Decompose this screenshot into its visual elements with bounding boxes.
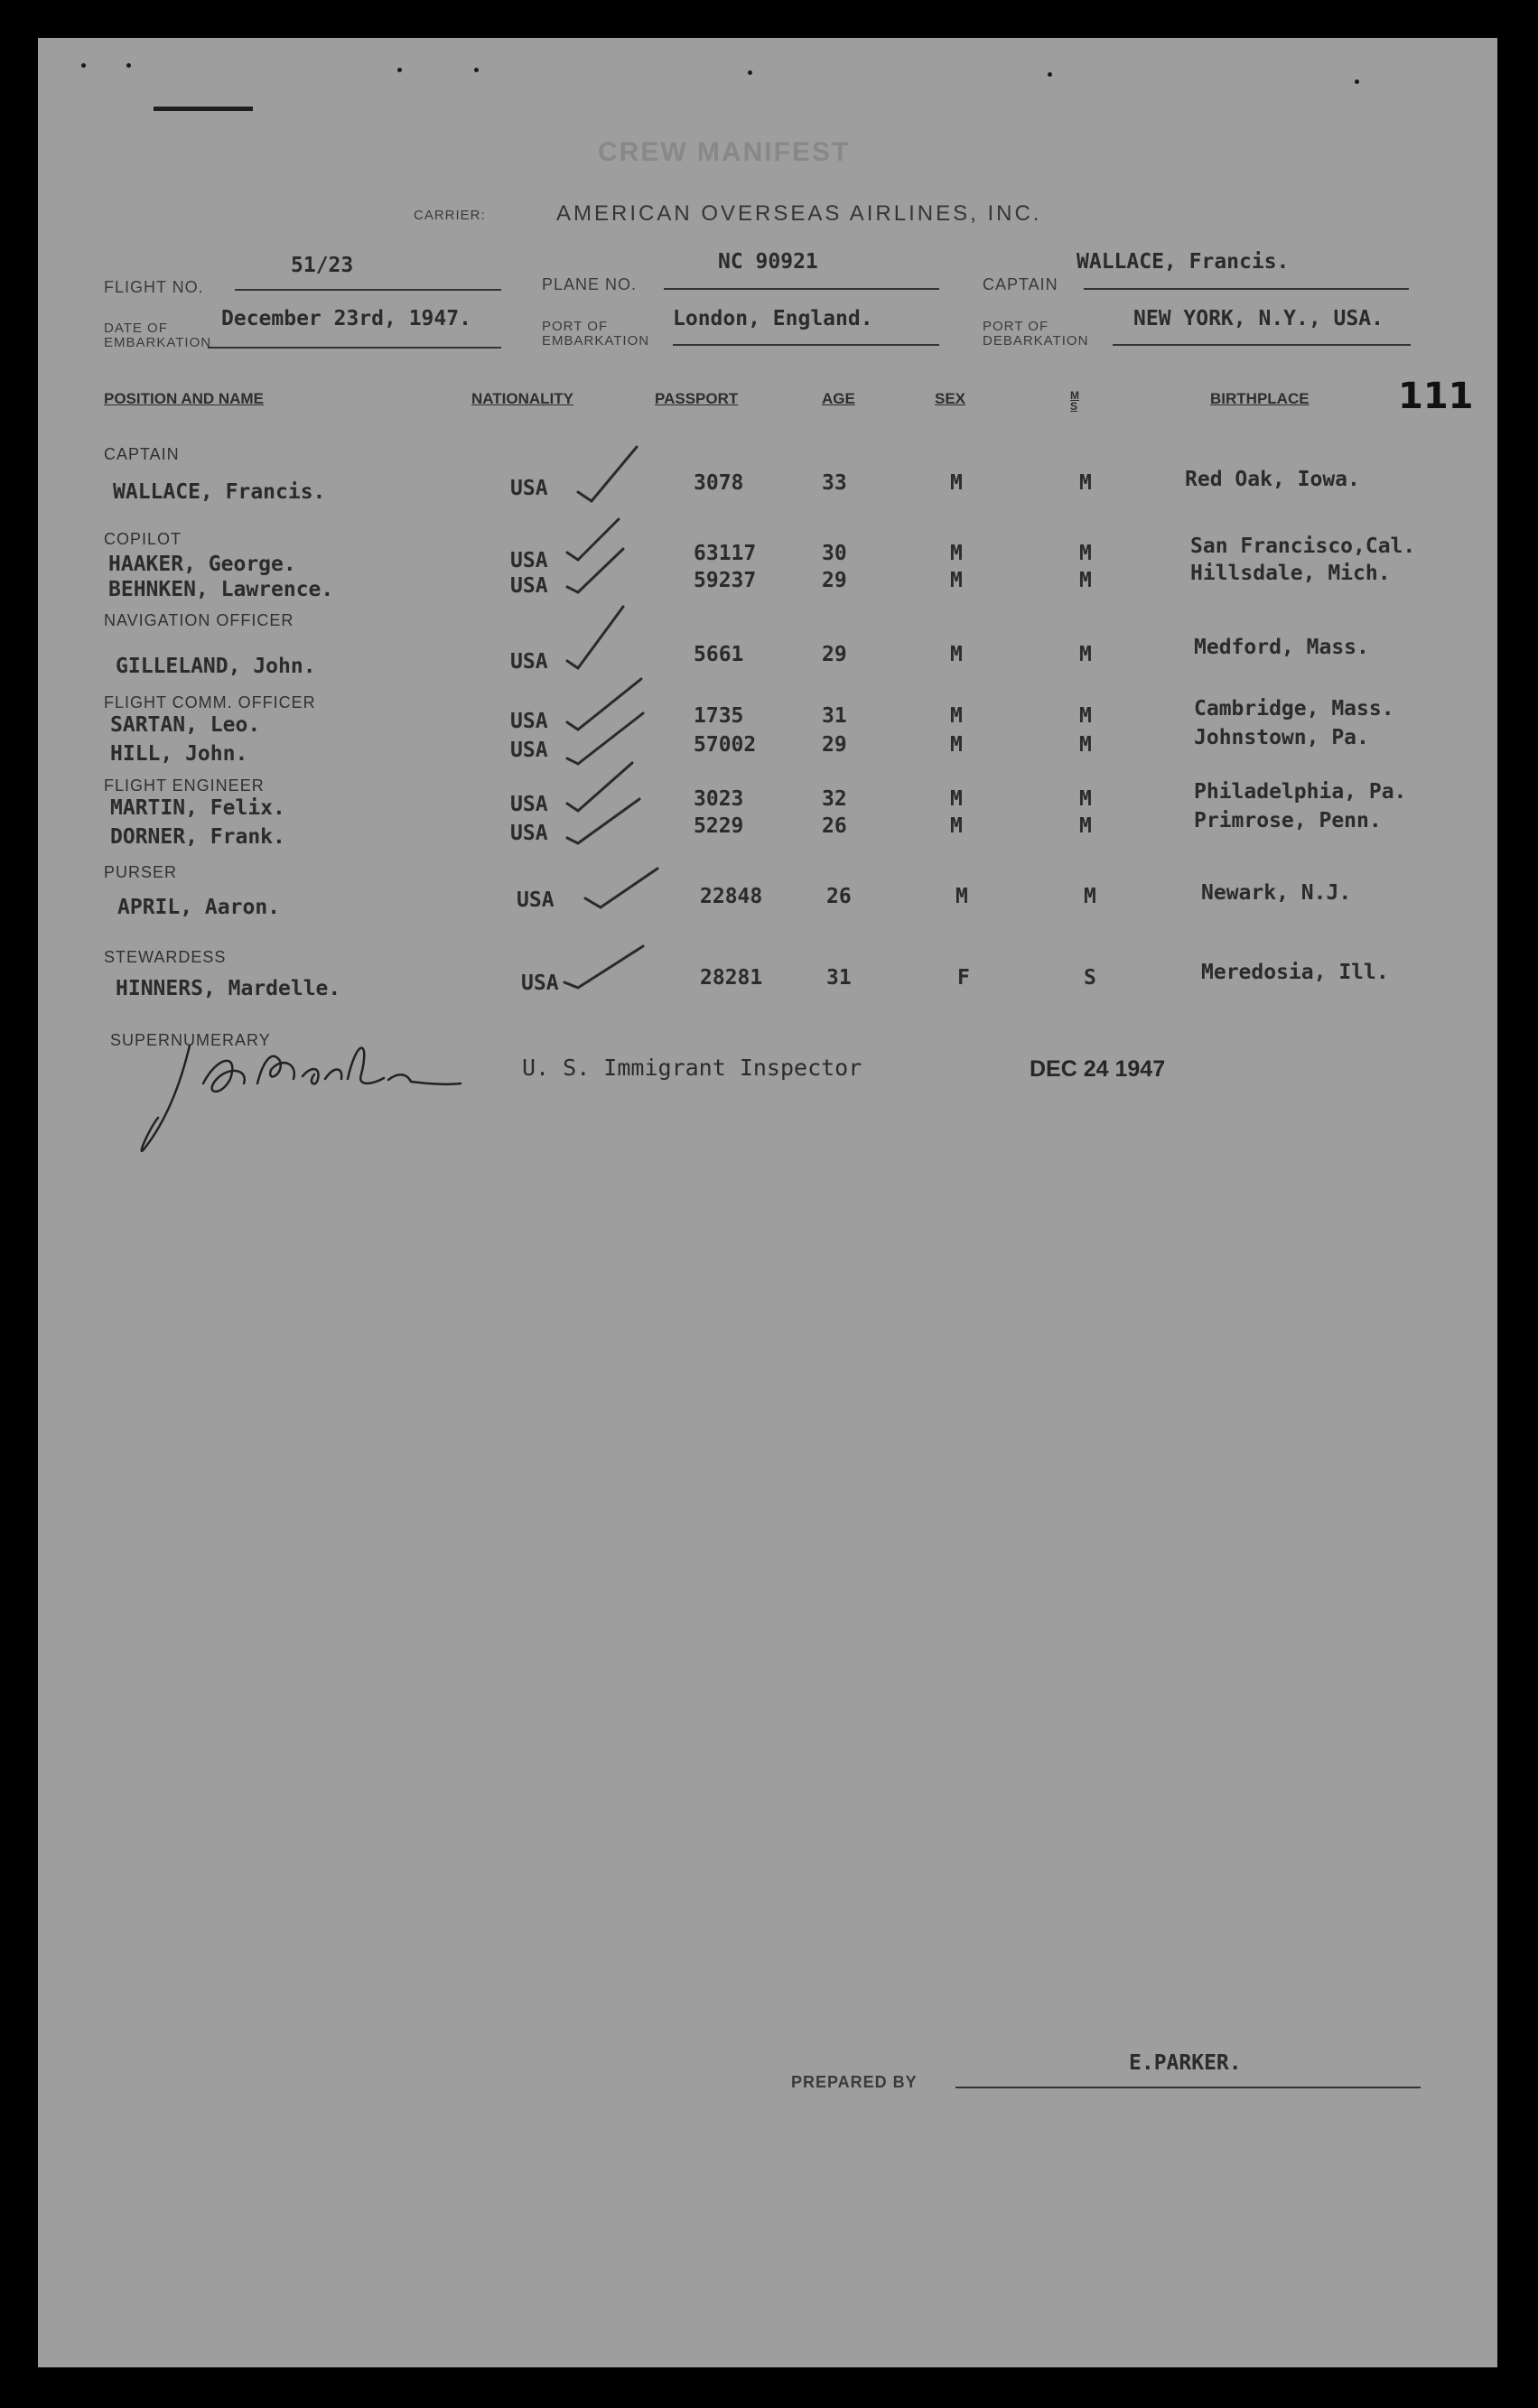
plane-no-label: PLANE NO. (542, 275, 638, 293)
crew-name: APRIL, Aaron. (117, 896, 281, 919)
port-embarkation-label: PORT OF EMBARKATION (542, 319, 650, 349)
carrier-label: CARRIER: (414, 208, 486, 223)
crew-name: GILLELAND, John. (116, 655, 316, 678)
check-mark-icon (567, 799, 639, 843)
check-mark-icon (578, 447, 637, 501)
section-stewardess: STEWARDESS (104, 948, 227, 966)
crew-sex: M (950, 569, 963, 592)
crew-birthplace: Johnstown, Pa. (1194, 726, 1369, 749)
crew-nationality: USA (510, 793, 548, 816)
crew-sex: M (950, 814, 963, 838)
captain-value: WALLACE, Francis. (1077, 250, 1290, 274)
inspector-title: U. S. Immigrant Inspector (522, 1055, 862, 1081)
crew-sex: F (957, 966, 970, 990)
crew-birthplace: San Francisco,Cal. (1190, 535, 1416, 558)
crew-age: 32 (822, 787, 847, 811)
check-mark-icon (567, 607, 623, 668)
inspection-date-stamp: DEC 24 1947 (1030, 1056, 1166, 1082)
captain-label: CAPTAIN (983, 275, 1058, 293)
flight-no-value: 51/23 (291, 254, 354, 277)
crew-birthplace: Hillsdale, Mich. (1190, 562, 1391, 585)
crew-passport: 22848 (700, 885, 763, 908)
crew-marital: M (1079, 814, 1092, 838)
crew-sex: M (950, 704, 963, 728)
crew-nationality: USA (510, 710, 548, 733)
crew-name: HAAKER, George. (108, 553, 296, 576)
crew-sex: M (950, 542, 963, 565)
section-copilot: COPILOT (104, 530, 182, 548)
crew-age: 30 (822, 542, 847, 565)
crew-birthplace: Cambridge, Mass. (1194, 697, 1394, 721)
crew-marital: M (1079, 542, 1092, 565)
crew-passport: 3078 (694, 471, 744, 495)
crew-age: 31 (822, 704, 847, 728)
check-mark-icon (564, 946, 643, 988)
crew-age: 29 (822, 733, 847, 757)
crew-name: WALLACE, Francis. (113, 480, 326, 504)
col-sex: SEX (935, 390, 966, 407)
crew-birthplace: Meredosia, Ill. (1201, 961, 1389, 984)
crew-birthplace: Medford, Mass. (1194, 636, 1369, 659)
col-nationality: NATIONALITY (471, 390, 574, 407)
crew-name: MARTIN, Felix. (110, 796, 285, 820)
crew-sex: M (950, 733, 963, 757)
col-passport: PASSPORT (655, 390, 739, 407)
crew-sex: M (950, 643, 963, 666)
crew-name: BEHNKEN, Lawrence. (108, 578, 334, 601)
crew-nationality: USA (510, 549, 548, 572)
check-mark-icon (585, 869, 657, 907)
section-supernumerary: SUPERNUMERARY (110, 1031, 271, 1049)
crew-marital: M (1079, 471, 1092, 495)
carrier-name: AMERICAN OVERSEAS AIRLINES, INC. (556, 201, 1042, 226)
port-debarkation-label: PORT OF DEBARKATION (983, 319, 1089, 349)
crew-marital: M (1079, 643, 1092, 666)
crew-sex: M (950, 787, 963, 811)
col-position-name: POSITION AND NAME (104, 390, 264, 407)
crew-age: 26 (826, 885, 852, 908)
check-mark-icon (567, 519, 619, 560)
crew-age: 29 (822, 569, 847, 592)
crew-passport: 57002 (694, 733, 757, 757)
crew-marital: M (1084, 885, 1096, 908)
crew-marital: M (1079, 733, 1092, 757)
inspector-signature (142, 1046, 461, 1151)
prepared-by-label: PREPARED BY (791, 2073, 918, 2091)
crew-marital: S (1084, 966, 1096, 990)
date-value: December 23rd, 1947. (221, 307, 471, 330)
crew-nationality: USA (521, 972, 559, 995)
crew-age: 29 (822, 643, 847, 666)
crew-nationality: USA (510, 650, 548, 674)
section-flight-engineer: FLIGHT ENGINEER (104, 776, 265, 795)
crew-nationality: USA (510, 477, 548, 500)
section-purser: PURSER (104, 863, 178, 881)
plane-no-value: NC 90921 (718, 250, 818, 274)
crew-birthplace: Philadelphia, Pa. (1194, 780, 1407, 804)
crew-passport: 1735 (694, 704, 744, 728)
crew-nationality: USA (510, 822, 548, 845)
crew-birthplace: Newark, N.J. (1201, 881, 1352, 905)
crew-marital: M (1079, 704, 1092, 728)
crew-nationality: USA (517, 888, 555, 912)
crew-nationality: USA (510, 574, 548, 598)
crew-name: DORNER, Frank. (110, 825, 285, 849)
col-birthplace: BIRTHPLACE (1210, 390, 1310, 407)
col-marital-status: M S (1070, 389, 1079, 413)
crew-name: HINNERS, Mardelle. (116, 977, 341, 1000)
crew-passport: 5661 (694, 643, 744, 666)
crew-marital: M (1079, 569, 1092, 592)
crew-birthplace: Red Oak, Iowa. (1185, 468, 1360, 491)
col-age: AGE (822, 390, 855, 407)
prepared-by-name: E.PARKER. (1129, 2051, 1242, 2075)
crew-name: SARTAN, Leo. (110, 713, 261, 737)
crew-name: HILL, John. (110, 742, 248, 766)
crew-age: 33 (822, 471, 847, 495)
crew-birthplace: Primrose, Penn. (1194, 809, 1382, 832)
manifest-title: CREW MANIFEST (598, 137, 851, 167)
section-flight-comm-officer: FLIGHT COMM. OFFICER (104, 693, 316, 711)
crew-passport: 63117 (694, 542, 757, 565)
crew-passport: 5229 (694, 814, 744, 838)
port-debarkation-value: NEW YORK, N.Y., USA. (1133, 307, 1384, 330)
crew-sex: M (955, 885, 968, 908)
check-mark-icon (567, 763, 632, 811)
page-number: 111 (1398, 376, 1474, 417)
crew-nationality: USA (510, 739, 548, 762)
crew-sex: M (950, 471, 963, 495)
check-mark-icon (567, 549, 623, 592)
crew-age: 26 (822, 814, 847, 838)
flight-no-label: FLIGHT NO. (104, 278, 204, 296)
crew-marital: M (1079, 787, 1092, 811)
date-label: DATE OF EMBARKATION (104, 321, 212, 350)
section-navigation-officer: NAVIGATION OFFICER (104, 611, 294, 629)
crew-passport: 59237 (694, 569, 757, 592)
crew-passport: 28281 (700, 966, 763, 990)
crew-passport: 3023 (694, 787, 744, 811)
port-embarkation-value: London, England. (673, 307, 873, 330)
check-mark-icon (567, 713, 643, 764)
crew-age: 31 (826, 966, 852, 990)
section-captain: CAPTAIN (104, 445, 180, 463)
